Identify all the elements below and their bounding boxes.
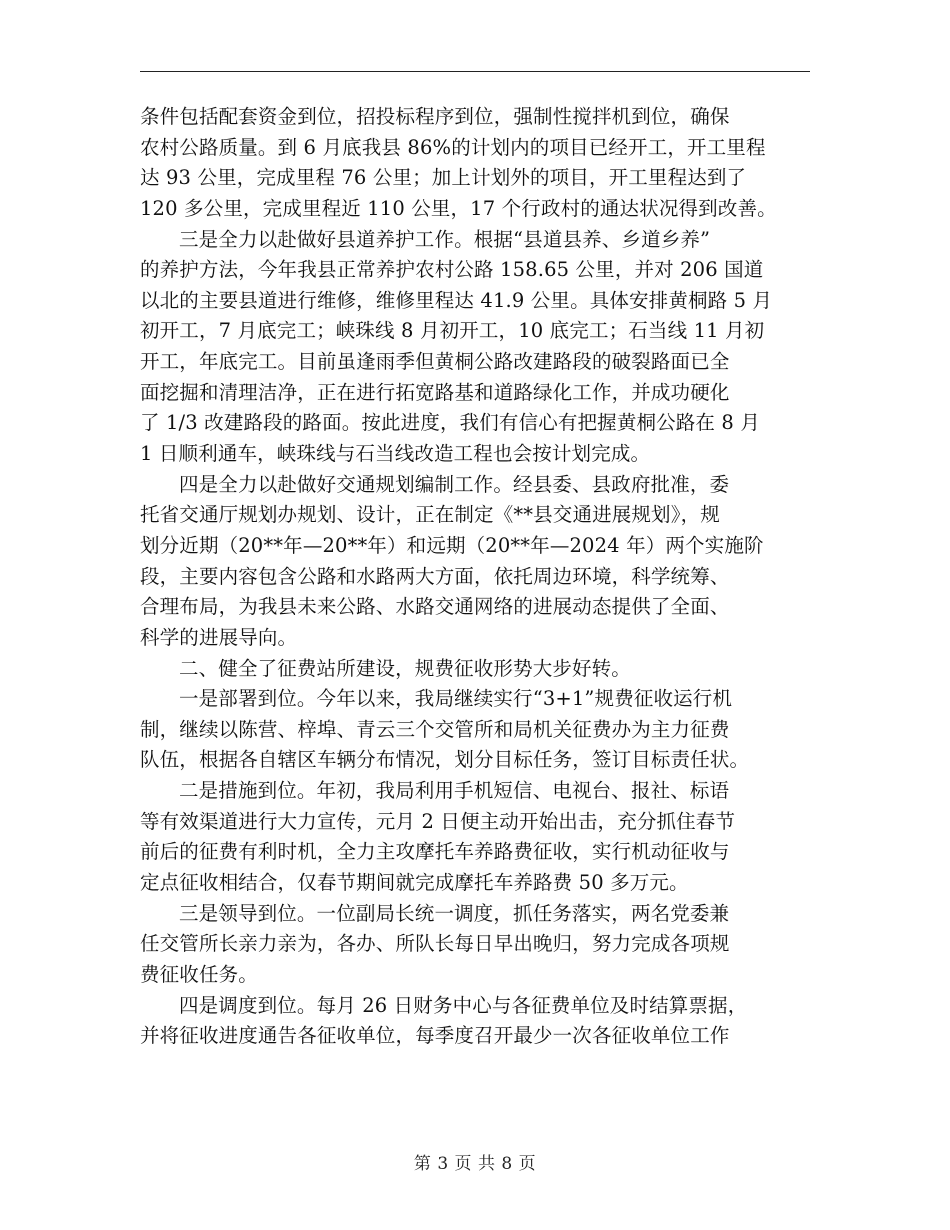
page-number-footer: 第 3 页 共 8 页 [413,1154,537,1174]
text-line: 了 1/3 改建路段的路面。按此进度，我们有信心有把握黄桐公路在 8 月 [140,411,760,435]
paragraph-start-line: 三是全力以赴做好县道养护工作。根据“县道县养、乡道乡养” [179,227,711,251]
text-line: 划分近期（20**年—20**年）和远期（20**年—2024 年）两个实施阶 [140,533,764,557]
text-line: 队伍，根据各自辖区车辆分布情况，划分目标任务，签订目标责任状。 [140,748,750,772]
text-line: 以北的主要县道进行维修，维修里程达 41.9 公里。具体安排黄桐路 5 月 [140,288,773,312]
document-body [140,102,810,1052]
paragraph-start-line: 一是部署到位。今年以来，我局继续实行“3+1”规费征收运行机 [179,687,733,711]
text-line: 农村公路质量。到 6 月底我县 86%的计划内的项目已经开工，开工里程 [140,135,766,159]
paragraph-start-line: 二是措施到位。年初，我局利用手机短信、电视台、报社、标语 [179,779,730,803]
text-line: 托省交通厅规划办规划、设计，正在制定《**县交通进展规划》，规 [140,503,720,527]
text-line: 120 多公里，完成里程近 110 公里，17 个行政村的通达状况得到改善。 [140,196,777,220]
text-line: 前后的征费有利时机，全力主攻摩托车养路费征收，实行机动征收与 [140,840,730,864]
header-rule [140,71,810,72]
paragraph-start-line: 三是领导到位。一位副局长统一调度，抓任务落实，两名党委兼 [179,901,730,925]
text-line: 定点征收相结合，仅春节期间就完成摩托车养路费 50 多万元。 [140,871,689,895]
text-line: 费征收任务。 [140,962,258,986]
text-line: 等有效渠道进行大力宣传，元月 2 日便主动开始出击，充分抓住春节 [140,809,736,833]
text-line: 合理布局，为我县未来公路、水路交通网络的进展动态提供了全面、 [140,595,730,619]
text-line: 面挖掘和清理洁净，正在进行拓宽路基和道路绿化工作，并成功硬化 [140,380,730,404]
text-line: 的养护方法，今年我县正常养护农村公路 158.65 公里，并对 206 国道 [140,258,764,282]
text-line: 1 日顺利通车，峡珠线与石当线改造工程也会按计划完成。 [140,442,651,466]
text-line: 并将征收进度通告各征收单位，每季度召开最少一次各征收单位工作 [140,1024,730,1048]
text-line: 任交管所长亲力亲为，各办、所队长每日早出晚归，努力完成各项规 [140,932,730,956]
paragraph-start-line: 四是调度到位。每月 26 日财务中心与各征费单位及时结算票据， [179,993,748,1017]
paragraph-start-line: 四是全力以赴做好交通规划编制工作。经县委、县政府批准，委 [179,472,730,496]
section-heading-line: 二、健全了征费站所建设，规费征收形势大步好转。 [179,656,631,680]
text-line: 制，继续以陈营、梓埠、青云三个交管所和局机关征费办为主力征费 [140,717,730,741]
text-line: 初开工，7 月底完工；峡珠线 8 月初开工，10 底完工；石当线 11 月初 [140,319,765,343]
text-line: 段，主要内容包含公路和水路两大方面，依托周边环境，科学统筹、 [140,564,730,588]
text-line: 科学的进展导向。 [140,625,298,649]
text-line: 条件包括配套资金到位，招投标程序到位，强制性搅拌机到位，确保 [140,105,730,128]
text-line: 达 93 公里，完成里程 76 公里；加上计划外的项目，开工里程达到了 [140,166,747,190]
text-line: 开工，年底完工。目前虽逢雨季但黄桐公路改建路段的破裂路面已全 [140,350,730,374]
